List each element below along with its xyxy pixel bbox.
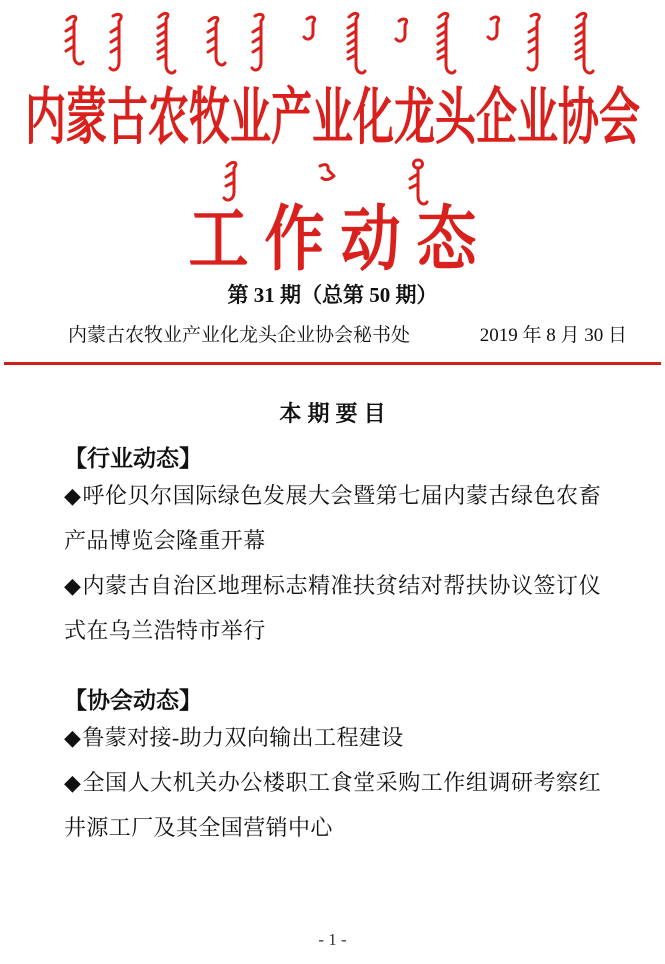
issue-number: 第 31 期（总第 50 期） (227, 283, 438, 307)
toc-content (64, 401, 601, 850)
diamond-bullet-icon: ◆ (64, 770, 82, 795)
diamond-bullet-icon: ◆ (64, 573, 82, 598)
section-association-news (64, 685, 601, 850)
page-number: - 1 - (318, 930, 347, 949)
toc-item (64, 563, 601, 653)
divider-rule (4, 362, 661, 365)
section-label-association: 【协会动态】 (64, 687, 202, 713)
section-label-industry: 【行业动态】 (64, 445, 202, 471)
toc-item-text: 呼伦贝尔国际绿色发展大会暨第七届内蒙古绿色农畜产品博览会隆重开幕 (64, 483, 602, 553)
publish-date: 2019 年 8 月 30 日 (479, 325, 627, 346)
publisher-row (68, 324, 627, 348)
toc-item (64, 760, 601, 850)
toc-item (64, 715, 601, 760)
toc-item-text: 鲁蒙对接-助力双向输出工程建设 (82, 725, 404, 750)
toc-item (64, 473, 601, 563)
mongolian-script-header (53, 8, 613, 76)
diamond-bullet-icon: ◆ (64, 725, 82, 750)
section-industry-news (64, 443, 601, 653)
diamond-bullet-icon: ◆ (64, 483, 82, 508)
mongolian-script-subheader (213, 156, 453, 202)
toc-heading: 本 期 要 目 (279, 401, 386, 426)
toc-item-text: 全国人大机关办公楼职工食堂采购工作组调研考察红井源工厂及其全国营销中心 (64, 770, 602, 840)
publisher-name: 内蒙古农牧业产业化龙头企业协会秘书处 (68, 325, 411, 346)
masthead-title: 工作动态 (188, 200, 493, 279)
toc-item-text: 内蒙古自治区地理标志精准扶贫结对帮扶协议签订仪式在乌兰浩特市举行 (64, 573, 602, 643)
organization-title: 内蒙古农牧业产业化龙头企业协会 (25, 82, 640, 152)
